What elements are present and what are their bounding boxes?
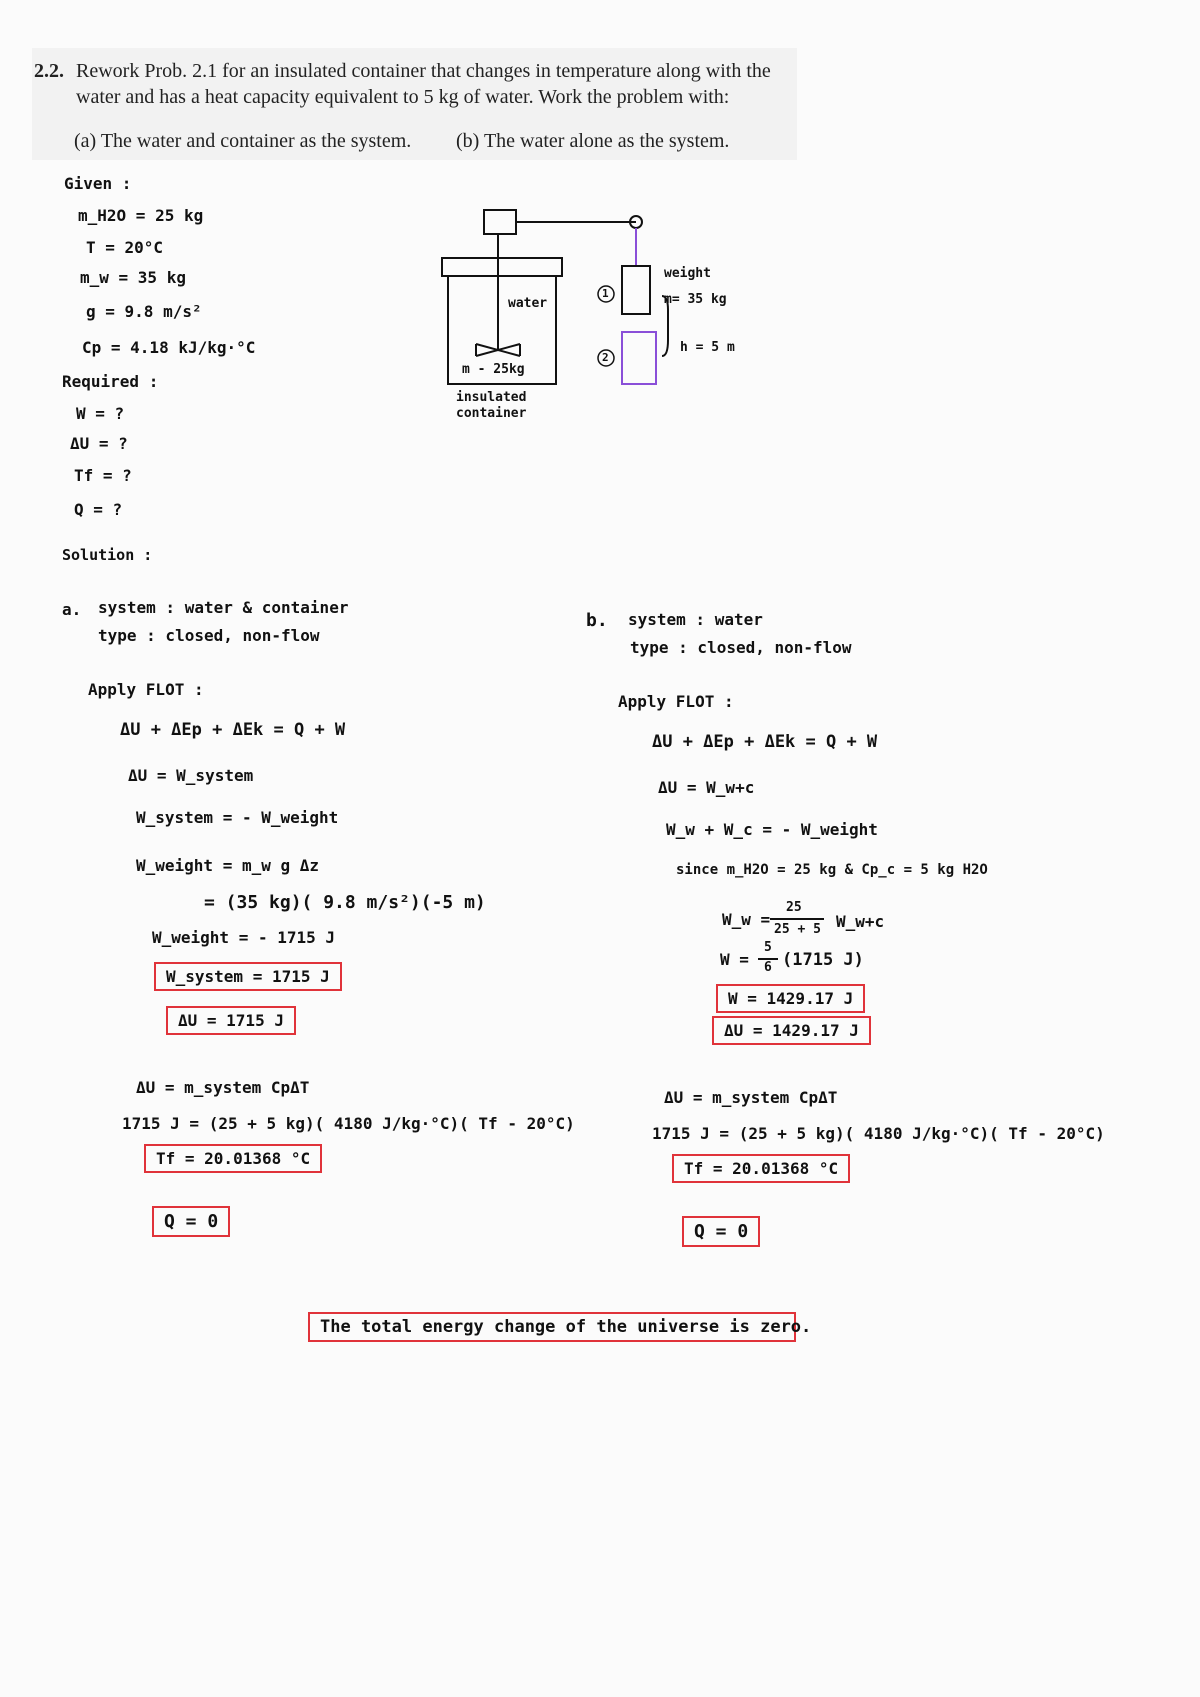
part-b-result-box: Q = 0 [682,1216,760,1247]
conclusion-box: The total energy change of the universe is zero. [308,1312,796,1342]
part-a-type: type : closed, non-flow [98,626,320,645]
part-a-eq-flot: ΔU + ΔEp + ΔEk = Q + W [120,720,346,740]
given-item: Cp = 4.18 kJ/kg·°C [82,338,256,357]
mass-label: m - 25kg [462,362,525,377]
part-b-eq: W_w = [722,910,771,929]
water-label: water [508,296,548,311]
height-label: h = 5 m [680,340,735,355]
given-heading: Given : [64,174,132,193]
position-2-number: 2 [602,351,609,364]
container-label: container [456,406,527,421]
given-item: T = 20°C [86,238,164,257]
required-item: Tf = ? [74,466,132,485]
container-lid [442,258,562,276]
part-a-eq: ΔU = W_system [128,766,254,785]
part-a-eq: ΔU = m_system CpΔT [136,1078,310,1097]
part-a-apply: Apply FLOT : [88,680,204,699]
required-heading: Required : [62,372,159,391]
given-item: m_w = 35 kg [80,268,186,287]
part-b-eq: W = [720,950,749,969]
part-a-eq: = (35 kg)( 9.8 m/s²)(-5 m) [204,892,486,913]
part-b-result-box: ΔU = 1429.17 J [712,1016,871,1045]
part-a-eq: W_weight = - 1715 J [152,928,336,947]
part-a-label: a. [62,600,82,619]
part-b-fraction-numerator: 25 [786,900,802,915]
fraction-bar [770,918,824,920]
weight-position-1 [622,266,650,314]
part-b-fraction-denominator: 25 + 5 [774,922,821,937]
weight-position-2 [622,332,656,384]
part-a-system: system : water & container [98,598,349,617]
part-b-fraction-numerator: 5 [764,940,772,955]
part-a-eq: W_weight = m_w g Δz [136,856,320,875]
part-b-result-box: Tf = 20.01368 °C [672,1154,850,1183]
required-item: W = ? [76,404,125,423]
weight-label: weight [664,266,711,281]
solution-heading: Solution : [62,546,153,564]
problem-line-1: Rework Prob. 2.1 for an insulated container that changes in temperature along with the [76,60,771,82]
part-b-eq: W_w + W_c = - W_weight [666,820,878,839]
part-a-result-box: Tf = 20.01368 °C [144,1144,322,1173]
part-a-eq: W_system = - W_weight [136,808,339,827]
part-a-result-box: Q = 0 [152,1206,230,1237]
part-b-eq-flot: ΔU + ΔEp + ΔEk = Q + W [652,732,878,752]
position-1-number: 1 [602,287,609,300]
problem-line-2: water and has a heat capacity equivalent to 5 kg of water. Work the problem with: [76,86,730,108]
part-b-eq: W_w+c [836,912,885,931]
part-b-eq: ΔU = W_w+c [658,778,755,797]
required-item: ΔU = ? [70,434,128,453]
part-b-result-box: W = 1429.17 J [716,984,865,1013]
part-b-label: b. [586,610,608,631]
problem-number: 2.2. [34,60,64,82]
problem-part-a: (a) The water and container as the system. [74,130,412,152]
part-b-apply: Apply FLOT : [618,692,734,711]
part-a-result-box: ΔU = 1715 J [166,1006,296,1035]
given-item: g = 9.8 m/s² [86,302,202,321]
part-b-system: system : water [628,610,763,629]
part-b-eq: ΔU = m_system CpΔT [664,1088,838,1107]
part-b-eq: 1715 J = (25 + 5 kg)( 4180 J/kg·°C)( Tf - 20°C) [652,1124,1105,1143]
container-label: insulated [456,390,527,405]
given-item: m_H2O = 25 kg [78,206,204,225]
problem-part-b: (b) The water alone as the system. [456,130,730,152]
part-a-eq: 1715 J = (25 + 5 kg)( 4180 J/kg·°C)( Tf - 20°C) [122,1114,575,1133]
weight-mass-label: m= 35 kg [664,292,727,307]
motor-box [484,210,516,234]
part-b-fraction-denominator: 6 [764,960,772,975]
part-b-type: type : closed, non-flow [630,638,852,657]
part-a-result-box: W_system = 1715 J [154,962,342,991]
part-b-eq: (1715 J) [782,950,864,970]
required-item: Q = ? [74,500,123,519]
part-b-eq: since m_H2O = 25 kg & Cp_c = 5 kg H2O [676,862,988,878]
